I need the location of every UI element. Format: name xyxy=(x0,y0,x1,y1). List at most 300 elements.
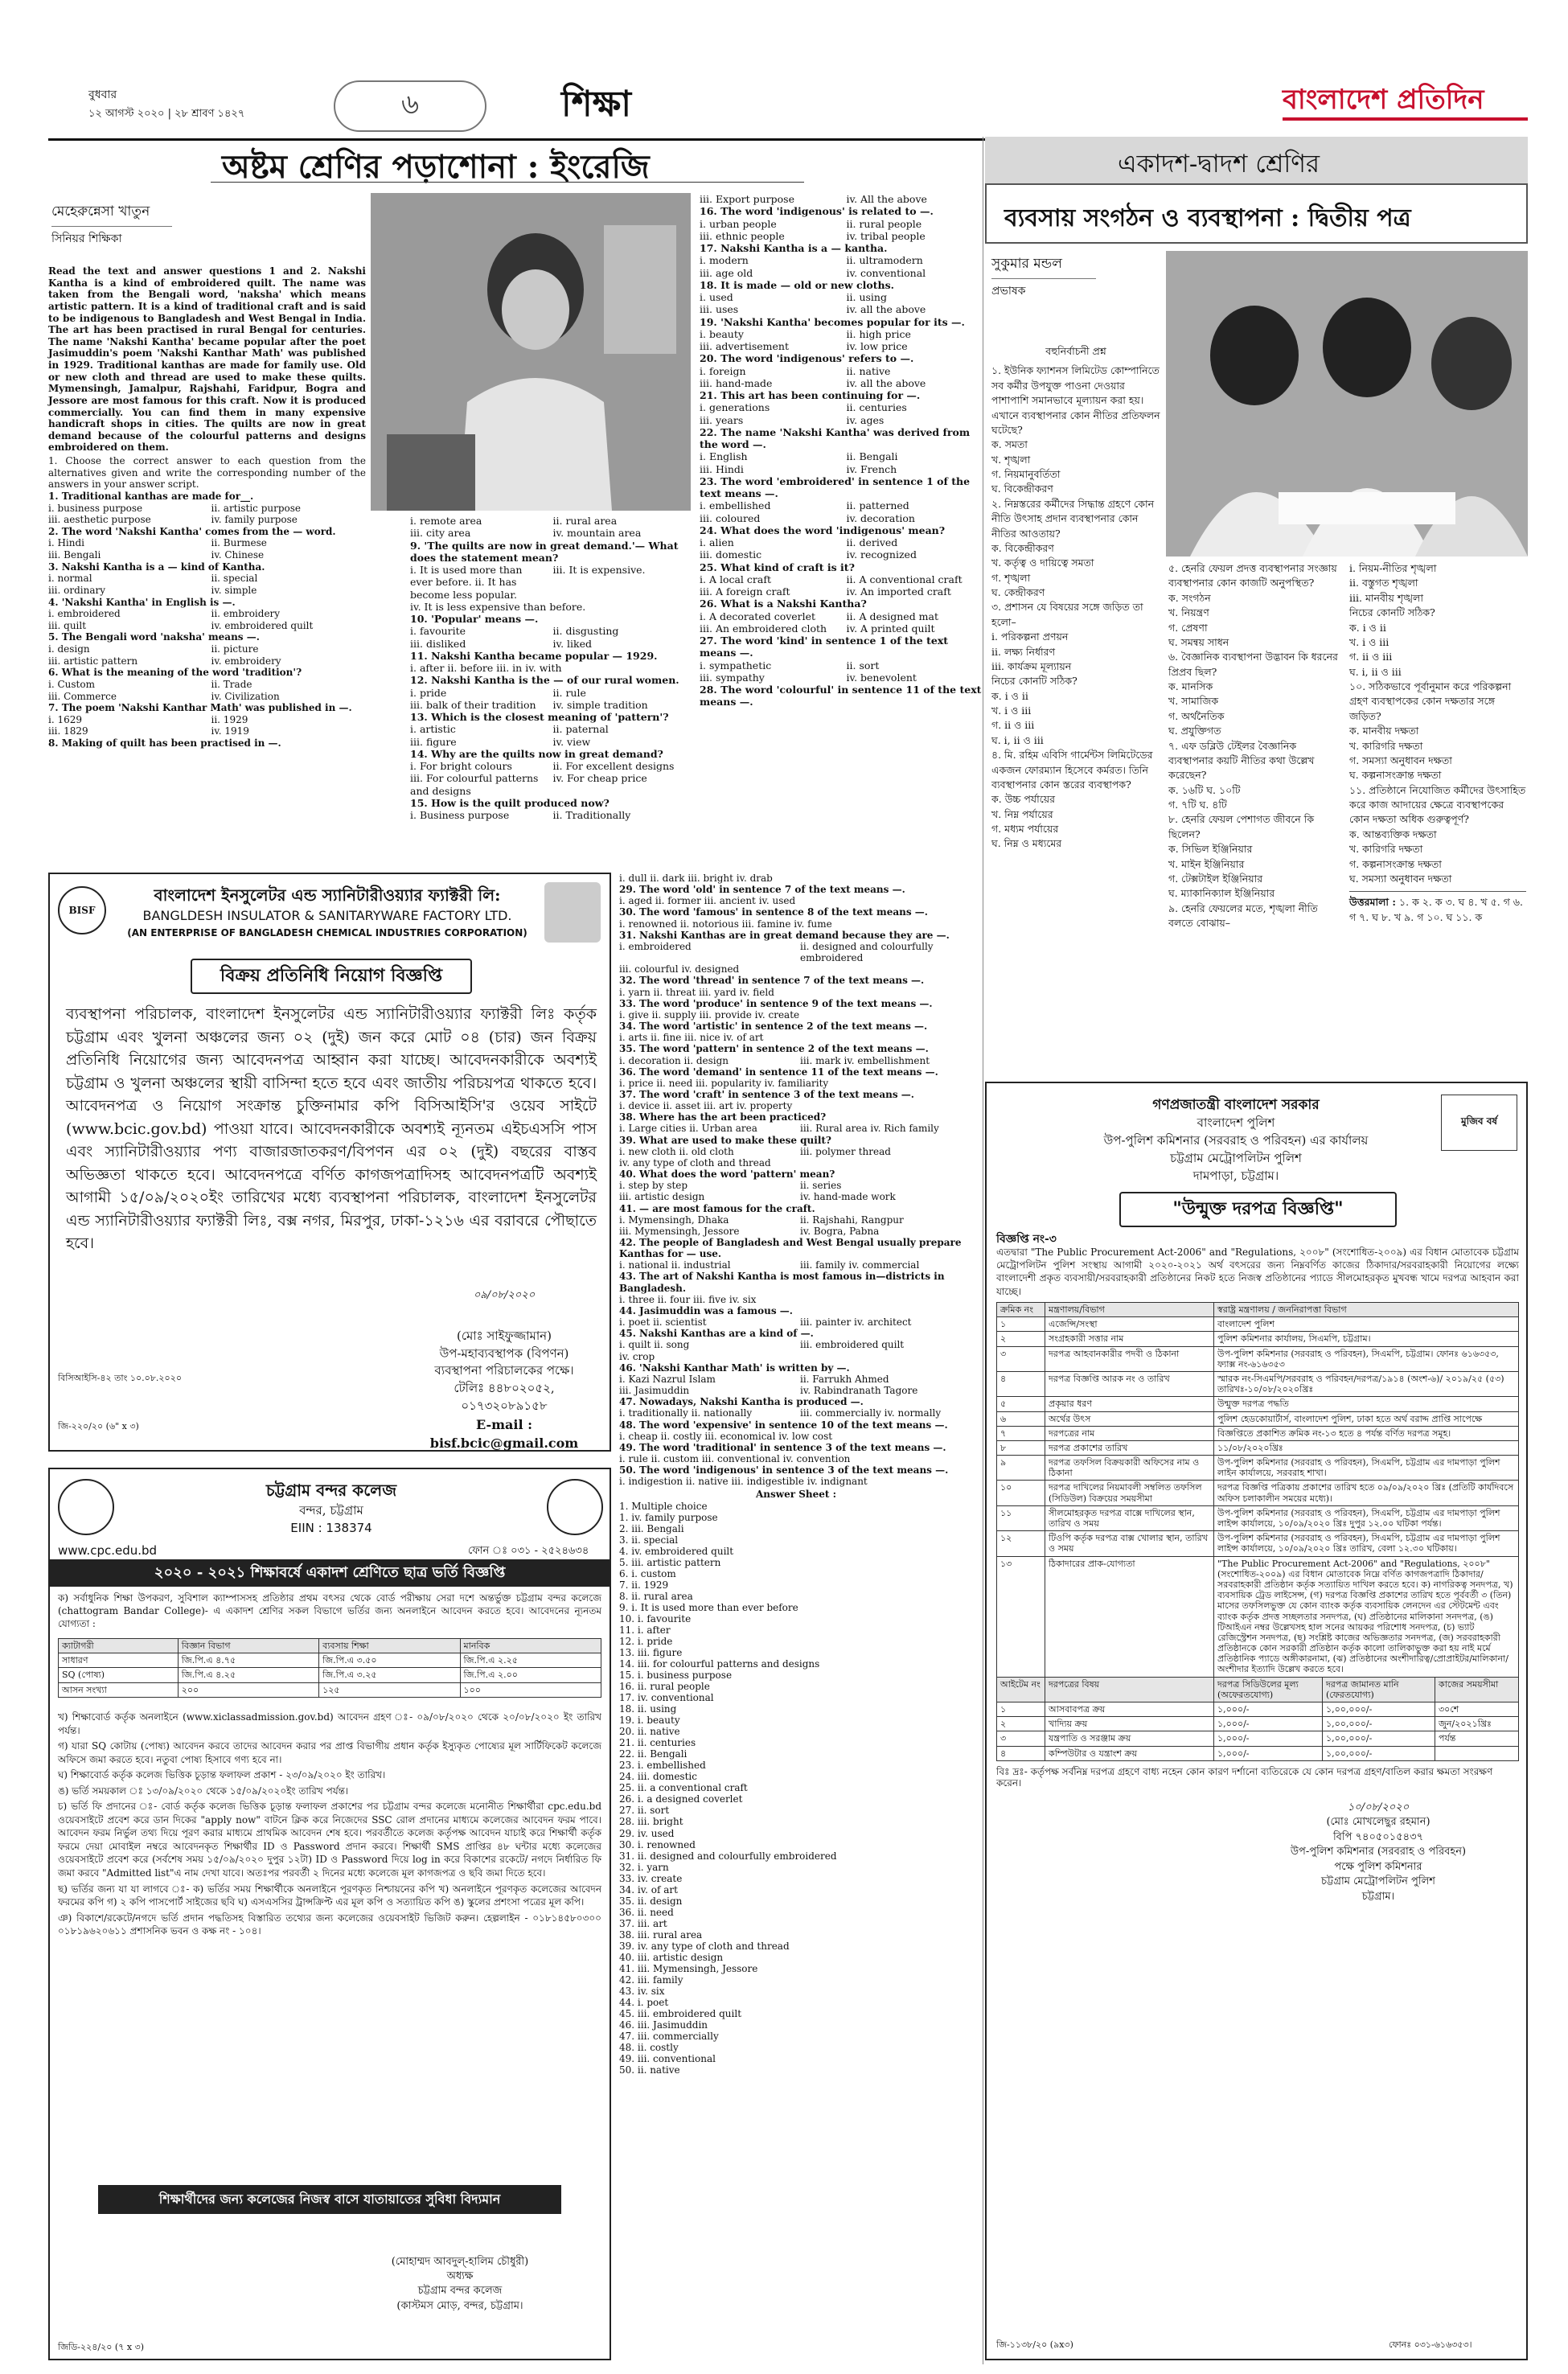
table-cell: SQ (পোষ্য) xyxy=(59,1668,179,1682)
option-text: i. English xyxy=(700,450,748,463)
answer-key-text: ১. ক ২. ক ৩. ঘ ৪. খ ৫. গ ৬. গ ৭. ঘ ৮. খ ৯. গ ১০. ঘ ১১. ক xyxy=(1349,896,1523,923)
table-cell: জি.পি.এ ৪.৭৫ xyxy=(178,1653,318,1668)
police-signer-id: বিপি ৭৪০৫০১৫৪৩৭ xyxy=(1332,1830,1424,1843)
option-row xyxy=(48,514,366,526)
table-cell: উপ-পুলিশ কমিশনার (সরবরাহ ও পরিবহন), সিএমপি, চট্টগ্রাম এর দামপাড়া পুলিশ লাইন কার্যালয়ে, সরবরাহ শাখা। xyxy=(1214,1456,1519,1481)
option-row xyxy=(619,987,973,998)
question-item xyxy=(619,1464,973,1487)
table-cell: ১,০০০/- xyxy=(1214,1702,1323,1717)
question-item xyxy=(410,711,688,748)
option-row xyxy=(619,1157,973,1169)
answer-item: 4. iv. embroidered quilt xyxy=(619,1545,734,1557)
table-row xyxy=(997,1481,1519,1505)
option-text: i. dull ii. dark iii. bright iv. drab xyxy=(619,873,773,884)
table-header-cell: ব্যবসায় শিক্ষা xyxy=(319,1639,460,1653)
option-text: i. favourite xyxy=(410,625,466,638)
insulator-ref-1: বিসিআইসি-৪২ তাং ১০.০৮.২০২০ xyxy=(58,1373,183,1383)
business-line: ক. বিকেন্দ্রীকরণ xyxy=(991,541,1054,554)
business-line: ক. সংগঠন xyxy=(1168,591,1211,604)
option-text: i. step by step xyxy=(619,1180,688,1192)
college-clause: ঙ) ভর্তি সময়কাল ঃ ১৩/০৯/২০২০ থেকে ১৫/০৯/২০২০ইং তারিখ পর্যন্ত। xyxy=(58,1785,349,1797)
college-banner: ২০২০ - ২০২১ শিক্ষাবর্ষে একাদশ শ্রেণিতে ছাত্র ভর্তি বিজ্ঞপ্তি xyxy=(154,1563,506,1581)
table-cell: কম্পিউটার ও যন্ত্রাংশ ক্রয় xyxy=(1045,1746,1214,1760)
question-text: 25. What kind of craft is it? xyxy=(700,561,855,573)
business-col-1 xyxy=(991,344,1160,852)
table-cell: পর্যন্ত xyxy=(1435,1731,1519,1746)
option-text: iv. decoration xyxy=(846,511,915,524)
business-line: ১১. প্রতিষ্ঠানে নিযোজিত কর্মীদের উৎসাহিত করে কাজ আদায়ের ক্ষেত্রে ব্যবস্থাপকের কোন দক্ষতা অধিক গুরুত্বপূর্ণ? xyxy=(1349,783,1526,826)
table-header-cell: মন্ত্রণালয়/বিভাগ xyxy=(1045,1303,1214,1317)
question-item xyxy=(619,1305,973,1328)
option-text: iii. Mymensingh, Jessore xyxy=(619,1225,740,1237)
table-cell: জি.পি.এ ৪.২৫ xyxy=(178,1668,318,1682)
answer-item: 2. iii. Bengali xyxy=(619,1522,684,1534)
option-text: iii. hand-made xyxy=(700,376,773,389)
option-text: iii. Commerce xyxy=(48,690,117,702)
option-row xyxy=(410,736,688,748)
option-row xyxy=(48,608,366,620)
option-row xyxy=(48,643,366,655)
business-line: খ. i ও iii xyxy=(991,704,1032,717)
option-text: iv. Rabindranath Tagore xyxy=(800,1385,918,1397)
question-item xyxy=(48,631,366,667)
option-text: i. embellished xyxy=(700,499,771,512)
option-text: i. For bright colours xyxy=(410,760,512,772)
option-row xyxy=(700,622,985,635)
business-line: ঘ. কল্পনাসংক্রান্ত দক্ষতা xyxy=(1349,769,1442,782)
question-text: 15. How is the quilt produced now? xyxy=(410,796,610,809)
students-photo-art xyxy=(1166,251,1528,557)
business-line: ৩. প্রশাসন যে বিষয়ের সঙ্গে জড়িত তা হলো– xyxy=(991,601,1143,628)
police-phone: ফোনঃ ০৩১-৬১৬৩৫৩। xyxy=(1389,2339,1472,2350)
option-text: iv. family purpose xyxy=(211,514,298,526)
insulator-phone: টেলিঃ ৪৪৮০২০৫২, ০১৭৩২০৮৯১৫৮ xyxy=(454,1381,555,1413)
question-item xyxy=(48,491,366,526)
answer-item: 23. i. embellished xyxy=(619,1760,706,1772)
insulator-body: ব্যবস্থাপনা পরিচালক, বাংলাদেশ ইনসুলেটর এন্ড স্যানিটারীওয়্যার ফ্যাক্টরী লিঃ কর্তৃক চট্টগ্রাম এবং খুলনা অঞ্চলের জন্য ০২ (দুই) জন করে মোট ০৪ (চার) জন বিক্রয় প্রতিনিধি নিয়োগের জন্য আবেদনপত্র আহ্বান করা যাচ্ছে। আবেদনকারীকে অবশ্যই চট্টগ্রাম ও খুলনা অঞ্চলের স্থায়ী বাসিন্দা হতে হবে এবং জাতীয় পরিচয়পত্র থাকতে হবে। আবেদনপত্র ও নিয়োগ সংক্রান্ত চুক্তিনামার কপি বিসিআইসি'র ওয়েব সাইটে (www.bcic.gov.bd) পাওয়া যাবে। আবেদনকারীকে অবশ্যই ন্যূনতম এইচএসসি পাস এবং স্যানিটারীওয়্যার পণ্য বাজারজাতকরণ/বিপণন এর ০২ (দুই) বছরের বাস্তব অভিজ্ঞতা থাকতে হবে। আবেদনপত্রে বর্ণিত কাগজপত্রাদিসহ আবেদনপত্রটি অবশ্যই আগামী ১৫/০৯/২০২০ইং তারিখের মধ্যে ব্যবস্থাপনা পরিচালক, বাংলাদেশ ইনসুলেটর এন্ড স্যানিটারীওয়্যার ফ্যাক্টরী লিঃ, বক্স নগর, মিরপুর, ঢাকা-১২১৬ এর বরাবরে পৌছাতে হবে। xyxy=(66,1005,597,1252)
question-text: 45. Nakshi Kanthas are a kind of —. xyxy=(619,1328,814,1340)
table-cell: ৫ xyxy=(997,1397,1045,1411)
table-row xyxy=(997,1556,1519,1677)
question-item xyxy=(619,1066,973,1089)
table-cell: প্রকৃয়ার ধরণ xyxy=(1045,1397,1214,1411)
table-cell: উপ-পুলিশ কমিশনার (সরবরাহ ও পরিবহন), সিএমপি, চট্টগ্রাম এর দামপাড়া পুলিশ লাইন্স কার্যালয়ে, ১০/০৯/২০২০ খ্রিঃ দুপুর ১২.০০ ঘটিকা পর্যন্ত। xyxy=(1214,1505,1519,1530)
table-header-cell: বিজ্ঞান বিভাগ xyxy=(178,1639,318,1653)
question-text: 29. The word 'old' in sentence 7 of the text means —. xyxy=(619,884,905,896)
police-table xyxy=(996,1302,1519,1678)
answer-item: 10. i. favourite xyxy=(619,1612,692,1624)
police-dept: বাংলাদেশ পুলিশ xyxy=(1197,1115,1275,1130)
question-text: 47. Nowadays, Nakshi Kantha is produced —. xyxy=(619,1396,864,1408)
option-text: i. aged ii. former iii. ancient iv. used xyxy=(619,895,796,907)
question-item xyxy=(619,1396,973,1419)
option-row xyxy=(410,662,688,674)
table-cell: উন্মুক্ত দরপত্র পদ্ধতি xyxy=(1214,1397,1519,1411)
option-row xyxy=(700,377,985,389)
signature-scribble xyxy=(412,1288,597,1304)
police-signer: (মোঃ মোখলেছুর রহমান) xyxy=(1326,1816,1430,1829)
insulator-notice-title: বিক্রয় প্রতিনিধি নিয়োগ বিজ্ঞপ্তি xyxy=(220,964,443,986)
option-row xyxy=(410,809,688,821)
option-text: iv. recognized xyxy=(846,548,917,561)
option-text: iii. disliked xyxy=(410,637,466,650)
business-line: ৭. এফ ডব্লিউ টেইলর বৈজ্ঞানিক ব্যবস্থাপনার কয়টি নীতির কথা উল্লেখ করেছেন? xyxy=(1168,739,1315,782)
answer-item: 19. i. beauty xyxy=(619,1715,680,1727)
option-text: i. A decorated coverlet xyxy=(700,610,816,622)
question-text: 32. The word 'thread' in sentence 7 of the text means —. xyxy=(619,975,925,987)
business-line: ক. সিভিল ইঞ্জিনিয়ার xyxy=(1168,843,1253,856)
police-govt: গণপ্রজাতন্ত্রী বাংলাদেশ সরকার xyxy=(1152,1097,1320,1113)
question-item xyxy=(619,975,973,997)
business-line: গ. টেক্সটাইল ইঞ্জিনিয়ার xyxy=(1168,872,1263,885)
option-row xyxy=(700,463,985,475)
business-line: গ. ii ও iii xyxy=(1349,651,1393,663)
option-row xyxy=(619,1374,973,1385)
business-line: ২. নিম্নস্তরের কর্মীদের সিদ্ধান্ত গ্রহণে কোন নীতি উৎসাহ প্রদান ব্যবস্থাপনার কোন নীতির আওতায়? xyxy=(991,497,1155,540)
question-text: 41. — are most famous for the craft. xyxy=(619,1202,815,1214)
business-line: খ. সামাজিক xyxy=(1168,695,1219,708)
portrait-icon xyxy=(544,882,601,943)
question-text: 36. The word 'demand' in sentence 11 of the text means —. xyxy=(619,1066,938,1078)
table-cell: বাংলাদেশ পুলিশ xyxy=(1214,1317,1519,1332)
option-row xyxy=(619,1316,973,1328)
option-text: i. alien xyxy=(700,536,734,548)
business-line: ১. ইউনিক ফ্যাশনস লিমিটেড কোম্পানিতে সব কর্মীর উপযুক্ত পাওনা দেওয়ার পাশাপাশি সমানভাবে মূল্যায়ন করা হয়। এখানে ব্যবস্থাপনার কোন নীতির প্রতিফলন ঘটেছে? xyxy=(991,364,1160,436)
option-row xyxy=(619,873,973,884)
insulator-sign-date: ০৯/০৮/২০২০ xyxy=(473,1289,536,1301)
question-text: 16. The word 'indigenous' is related to —. xyxy=(700,205,934,218)
option-text: iii. Bengali xyxy=(48,549,101,561)
answer-item: 46. iii. Jasimuddin xyxy=(619,2019,708,2031)
table-cell: এজেন্সি/সংস্থা xyxy=(1045,1317,1214,1332)
option-text: iii. An embroidered cloth xyxy=(700,622,827,635)
table-header-cell: স্বরাষ্ট্র মন্ত্রণালয় / জননিরাপত্তা বিভাগ xyxy=(1214,1303,1519,1317)
police-title: "উন্মুক্ত দরপত্র বিজ্ঞপ্তি" xyxy=(1172,1197,1344,1219)
question-text: 26. What is a Nakshi Kantha? xyxy=(700,598,867,610)
business-line: গ. সমস্যা অনুধাবন দক্ষতা xyxy=(1349,754,1452,766)
option-text: iv. French xyxy=(846,462,897,475)
passage: Read the text and answer questions 1 and 2. Nakshi Kantha is a kind of embroidered quilt. The name was taken from the Bengali word, 'naksha' which means artistic pattern. It is a kind of traditional craft and is said to be indigenous to Bangladesh and West Bengal in India. The art has been practised in rural Bengal for centuries. The name 'Nakshi Kantha' became popular after the poet Jasimuddin's poem 'Nakshi Kanthar Math' was published in 1929. Traditional kanthas are made for family use. Old or new cloth and thread are used to make these quilts. Mymensingh, Jamalpur, Rajshahi, Faridpur, Bogra and Jessore are most famous for this craft. Now it is produced commercially. You can find them in many expensive handicraft shops in cities. The quilts are now in great demand because of the colourful patterns and designs embroidered on them. xyxy=(48,265,366,454)
business-kicker: একাদশ-দ্বাদশ শ্রেণির xyxy=(1118,150,1320,179)
question-item xyxy=(700,426,985,475)
answer-item: 25. ii. a conventional craft xyxy=(619,1782,748,1794)
question-item xyxy=(700,316,985,353)
option-row xyxy=(619,1351,973,1362)
question-text: 13. Which is the closest meaning of 'pattern'? xyxy=(410,711,669,723)
english-col-1 xyxy=(48,265,366,750)
page-number xyxy=(334,80,486,132)
option-row xyxy=(700,254,985,266)
business-col-2 xyxy=(1168,561,1341,930)
business-line: ক. i ও ii xyxy=(1349,621,1386,634)
option-row xyxy=(410,527,688,539)
business-line: ক. মানসিক xyxy=(1168,680,1213,692)
option-row xyxy=(410,687,688,699)
option-text: i. business purpose xyxy=(48,502,143,514)
table-row xyxy=(997,1531,1519,1556)
question-item xyxy=(700,524,985,561)
answer-item: 41. iii. Mymensingh, Jessore xyxy=(619,1962,758,1974)
question-text: 8. Making of quilt has been practised in —. xyxy=(48,737,281,749)
question-text: 28. The word 'colourful' in sentence 11 of the text means —. xyxy=(700,684,982,709)
business-line: খ. নিয়ন্ত্রণ xyxy=(1168,606,1209,619)
college-clause: চ) ভর্তি ফি প্রদানের ঃ- বোর্ড কর্তৃক কলেজ ভিত্তিক চূড়ান্ত ফলাফল প্রকাশের পর চট্টগ্রাম বন্দর কলেজে মনোনীত শিক্ষার্থীরা cpc.edu.bd ওয়েবসাইটে প্রবেশ করে ডান দিকের "apply now" বাটনে ক্লিক করে নিজেদের SSC রোল প্রদানের মাধ্যমে কলেজের আবেদন ফরম পাবে। আবেদন ফরম নির্ভুল তথ্য দিয়ে পূরণ করার মাধ্যমে প্রাথমিক আবেদন শেষ হবে। পরবর্তীতে কলেজ কর্তৃপক্ষ আবেদন যাচাই করে শিক্ষার্থী কর্তৃক ফরমে দেয়া মোবাইল নম্বরে আবেদনকৃত শিক্ষার্থীর ID ও Password প্রদান করবে। শিক্ষার্থী SMS প্রাপ্তির ৪৮ ঘন্টার মধ্যে কলেজের ওয়েবসাইটে প্রবেশ করে (সর্বশেষ সময় ১৫/০৯/২০২০ দুপুর ১২টা) ID ও Password দিয়ে log in করে বিকাশের রকেটে/ নগদে নির্ধারিত ফি জমা করবে "Admitted list"এ নাম দেখা যাবে। অতঃপর পরবর্তী ২ দিনের মধ্যে কলেজে মূল কাগজপত্র ও ছবি জমা দিতে হবে। xyxy=(58,1801,601,1879)
insulator-title-en: BANGLDESH INSULATOR & SANITARYWARE FACTORY LTD. xyxy=(142,908,512,923)
question-text: 9. 'The quilts are now in great demand.'— What does the statement mean? xyxy=(410,539,679,564)
business-line: গ. মধ্যম পর্যায়ের xyxy=(991,823,1059,835)
college-clause: ঞ) বিকাশে/রকেটে/নগদে ভর্তি প্রদান পদ্ধতিসহ বিস্তারিত তথ্যের জন্য কলেজের ওয়েবসাইট ভিজিট করুন। হেল্পলাইন - ০১৮১৪৫৮০৩০০ ০১৮১৯৬২০৬১১ প্রশাসনিক ভবন ও কক্ষ নং - ১০৪। xyxy=(58,1912,601,1937)
table-cell: ৪ xyxy=(997,1746,1045,1760)
table-header-cell: কাজের সময়সীমা xyxy=(1435,1677,1519,1702)
option-row xyxy=(619,1123,973,1134)
option-text: i. 1629 xyxy=(48,713,83,725)
police-logo-text: মুজিব বর্ষ xyxy=(1461,1115,1497,1127)
question-item xyxy=(619,884,973,906)
business-questions-1 xyxy=(991,363,1160,851)
option-text: i. give ii. supply iii. provide iv. create xyxy=(619,1008,800,1021)
question-text: 14. Why are the quilts now in great demand? xyxy=(410,747,663,760)
option-row xyxy=(619,1055,973,1066)
question-item xyxy=(619,1169,973,1202)
question-item xyxy=(48,667,366,702)
option-row xyxy=(410,723,688,735)
option-row xyxy=(410,564,688,601)
option-text: ii. paternal xyxy=(552,723,609,736)
english-author-rule xyxy=(51,226,172,227)
question-item xyxy=(619,1328,973,1362)
option-text: i. It is used more than ever before. ii. It has become less popular. xyxy=(410,564,523,601)
option-row xyxy=(700,585,985,598)
question-item xyxy=(410,540,688,614)
college-criteria-table xyxy=(58,1638,601,1698)
table-cell: ১২ xyxy=(997,1531,1045,1556)
question-item xyxy=(700,475,985,524)
table-row xyxy=(997,1426,1519,1440)
question-text: 6. What is the meaning of the word 'tradition'? xyxy=(48,667,302,679)
table-cell: ৮ xyxy=(997,1440,1045,1455)
option-text: ii. A designed mat xyxy=(846,610,939,622)
college-clause: গ) যারা SQ কোটায় (পোষ্য) আবেদন করবে তাদের আবেদন করার পর প্রাপ্ত বিভাগীয় প্রধান কর্তৃক ইস্যুকৃত পোষ্যের মূল সার্টিফিকেট কলেজে অফিসে জমা করতে হবে। নতুবা পোষ্য হিসাবে গণ্য হবে না। xyxy=(58,1740,601,1765)
answer-item: 16. ii. rural people xyxy=(619,1681,710,1693)
police-ref: জি-১১৩৮/২০ (৯x৩) xyxy=(996,2339,1073,2350)
option-text: i. price ii. need iii. popularity iv. familiarity xyxy=(619,1077,829,1089)
question-item xyxy=(48,597,366,632)
police-signer-role: উপ-পুলিশ কমিশনার (সরবরাহ ও পরিবহন) xyxy=(1290,1846,1467,1859)
table-cell: আসন সংখ্যা xyxy=(59,1682,179,1697)
police-signer-unit: চট্টগ্রাম মেট্রোপলিটন পুলিশ xyxy=(1321,1875,1435,1888)
insulator-ref-2: জি-২২০/২০ (৬" x ৩) xyxy=(58,1421,139,1431)
masthead xyxy=(48,74,1528,145)
option-row xyxy=(700,328,985,340)
option-text: iv. An imported craft xyxy=(846,585,951,598)
option-row xyxy=(48,679,366,691)
option-text: iv. Chinese xyxy=(211,549,265,561)
college-signer-org: চট্টগ্রাম বন্দর কলেজ xyxy=(417,2285,503,2298)
question-text: 46. 'Nakshi Kanthar Math' is written by —. xyxy=(619,1362,850,1374)
question-text: 35. The word 'pattern' in sentence 2 of the text means —. xyxy=(619,1043,929,1055)
option-text: i. Mymensingh, Dhaka xyxy=(619,1214,729,1226)
table-row xyxy=(997,1411,1519,1426)
table-header-cell: দরপত্র সিডিউলের মূল্য (অফেরতযোগ্য) xyxy=(1214,1677,1323,1702)
option-text: ii. Bengali xyxy=(846,450,898,463)
answer-item: 38. iii. rural area xyxy=(619,1928,703,1941)
question-text: 37. The word 'craft' in sentence 3 of the text means —. xyxy=(619,1088,914,1100)
answer-item: 12. i. pride xyxy=(619,1635,673,1647)
business-line: ঘ. ম্যাকানিক্যাল ইঞ্জিনিয়ার xyxy=(1168,887,1275,900)
option-row xyxy=(48,585,366,597)
table-cell: ১০০ xyxy=(460,1682,601,1697)
police-table-body xyxy=(997,1317,1519,1677)
option-text: i. embroidered xyxy=(48,608,121,620)
option-row xyxy=(410,699,688,711)
table-cell: ১ xyxy=(997,1317,1045,1332)
table-row xyxy=(997,1746,1519,1760)
option-text: i. cheap ii. costly iii. economical iv. low cost xyxy=(619,1430,833,1442)
business-author-rule xyxy=(991,278,1096,279)
answer-key-label: উত্তরমালা : xyxy=(1349,896,1397,909)
option-text: i. traditionally ii. nationally xyxy=(619,1407,753,1419)
option-text: i. remote area xyxy=(410,515,482,527)
english-col-4 xyxy=(619,873,973,2076)
option-text: iii. A foreign craft xyxy=(700,585,790,598)
question-item xyxy=(700,561,985,598)
college-table xyxy=(58,1638,601,1698)
table-cell: জি.পি.এ ২.০০ xyxy=(460,1668,601,1682)
option-text: iv. simple tradition xyxy=(552,698,648,711)
answer-item: 33. iv. create xyxy=(619,1872,683,1884)
question-text: 39. What are used to make these quilt? xyxy=(619,1134,831,1146)
option-text: i. design xyxy=(48,643,90,655)
business-line: খ. কারিগরি দক্ষতা xyxy=(1349,739,1423,752)
answer-item: 1. iv. family purpose xyxy=(619,1511,718,1523)
table-cell: দরপত্র তফসিল বিক্রয়কারী অফিসের নাম ও ঠিকানা xyxy=(1045,1456,1214,1481)
business-questions-2 xyxy=(1168,561,1341,930)
insulator-ad xyxy=(48,873,611,1452)
business-title-box xyxy=(985,183,1528,244)
option-text: ii. series xyxy=(800,1180,842,1192)
business-line: ii. লক্ষ্য নির্ধারণ xyxy=(991,645,1056,658)
question-item xyxy=(619,906,973,929)
table-cell: পুলিশ হেডকোয়ার্টার্স, বাংলাদেশ পুলিশ, ঢাকা হতে অর্থ বরাদ্দ প্রাপ্তি সাপেক্ষে xyxy=(1214,1411,1519,1426)
question-text: 24. What does the word 'indigenous' mean? xyxy=(700,524,946,536)
answer-item: 1. Multiple choice xyxy=(619,1500,708,1512)
police-item-head xyxy=(997,1677,1519,1702)
option-text: iii. quilt xyxy=(48,619,87,631)
table-row xyxy=(997,1332,1519,1346)
option-text: ii. embroidery xyxy=(211,608,281,620)
answer-item: 49. iii. conventional xyxy=(619,2053,716,2065)
option-text: iv. hand-made work xyxy=(800,1191,896,1203)
question-text: 7. The poem 'Nakshi Kanthar Math' was published in —. xyxy=(48,702,352,714)
option-text: iii. polymer thread xyxy=(800,1145,891,1157)
table-row xyxy=(997,1731,1519,1746)
college-web: www.cpc.edu.bd xyxy=(58,1543,158,1558)
question-text: 23. The word 'embroidered' in sentence 1 of the text means —. xyxy=(700,474,971,499)
question-text: 3. Nakshi Kantha is a — kind of Kantha. xyxy=(48,561,265,573)
table-cell: দরপত্রের নাম xyxy=(1045,1426,1214,1440)
answer-item: 42. iii. family xyxy=(619,1974,683,1986)
option-text: iii. For colourful patterns and designs xyxy=(410,772,539,797)
business-line: খ. শৃঙ্খলা xyxy=(991,453,1031,466)
police-table-wrap xyxy=(996,1302,1519,1904)
option-row xyxy=(619,1431,973,1442)
option-row xyxy=(48,549,366,561)
option-text: iii. age old xyxy=(700,266,753,279)
answer-item: 7. ii. 1929 xyxy=(619,1579,669,1591)
answer-item: 5. iii. artistic pattern xyxy=(619,1556,721,1568)
answer-item: 31. ii. designed and colourfully embroidered xyxy=(619,1850,837,1862)
answer-sheet xyxy=(619,1501,973,2076)
police-ad xyxy=(985,1082,1528,2360)
police-signer-loc: চট্টগ্রাম। xyxy=(1361,1890,1395,1903)
option-row xyxy=(700,291,985,303)
answer-item: 50. ii. native xyxy=(619,2064,680,2076)
option-text: iii. city area xyxy=(410,527,471,540)
business-line: ঘ. নিম্ন ও মধ্যমের xyxy=(991,837,1062,850)
business-line: iii. মানবীয় শৃঙ্খলা xyxy=(1349,591,1423,604)
question-item xyxy=(619,1203,973,1237)
insulator-signature xyxy=(412,1288,597,1452)
option-row xyxy=(619,1226,973,1237)
option-row xyxy=(700,365,985,377)
table-cell: সংগ্রহকারী সত্তার নাম xyxy=(1045,1332,1214,1346)
option-text: ii. using xyxy=(846,291,887,303)
table-cell: ১১/০৮/২০২০খ্রিঃ xyxy=(1214,1440,1519,1455)
option-row xyxy=(410,638,688,650)
police-signature xyxy=(1238,1801,1519,1904)
question-item xyxy=(700,193,985,205)
business-author-role: প্রভাষক xyxy=(991,285,1026,298)
answer-item: 22. ii. Bengali xyxy=(619,1748,688,1760)
english-byline xyxy=(51,201,373,248)
question-text: 50. The word 'indigenous' in sentence 3 of the text means —. xyxy=(619,1464,949,1477)
question-item xyxy=(410,515,688,540)
option-row xyxy=(619,1453,973,1464)
table-cell: ১৩ xyxy=(997,1556,1045,1677)
newspaper-logo xyxy=(1283,77,1528,125)
option-text: iii. ethnic people xyxy=(700,229,785,242)
table-row xyxy=(997,1440,1519,1455)
page-number-value: ৬ xyxy=(400,88,420,121)
insulator-signer-role: উপ-মহাব্যবস্থাপক (বিপণন) xyxy=(439,1345,569,1361)
question-item xyxy=(619,1442,973,1464)
question-text: 11. Nakshi Kantha became popular — 1929. xyxy=(410,649,658,662)
instruction: 1. Choose the correct answer to each question from the alternatives given and write the corresponding number of the answers in your answer script. xyxy=(48,455,366,491)
insulator-title-bn: বাংলাদেশ ইনসুলেটর এন্ড স্যানিটারীওয়্যার ফ্যাক্টরী লি: xyxy=(154,885,501,905)
option-text: i. indigestion ii. native iii. indigestible iv. indignant xyxy=(619,1476,868,1488)
option-text: ii. sort xyxy=(846,659,880,672)
option-text: iv. 1919 xyxy=(211,725,249,737)
option-text: iii. artistic pattern xyxy=(48,655,138,667)
option-text: i. yarn ii. threat iii. yard iv. field xyxy=(619,986,774,998)
insulator-signer: (মোঃ সাইফুজ্জামান) xyxy=(457,1328,552,1343)
question-text: 22. The name 'Nakshi Kantha' was derived from the word —. xyxy=(700,425,971,450)
option-row xyxy=(619,941,973,963)
insulator-email: E-mail : bisf.bcic@gmail.com xyxy=(429,1416,579,1451)
option-text: iv. liked xyxy=(552,637,592,650)
option-text: iii. It is expensive. xyxy=(552,564,646,576)
option-text: ii. Trade xyxy=(211,678,252,690)
option-text: ii. picture xyxy=(211,643,259,655)
answer-item: 20. ii. native xyxy=(619,1726,680,1738)
business-line: ৮. হেনরি ফেয়ল পেশাগত জীবনে কি ছিলেন? xyxy=(1168,813,1315,840)
table-cell: দরপত্র বিজ্ঞপ্তি আরক নং ও তারিখ xyxy=(1045,1371,1214,1396)
table-cell: "The Public Procurement Act-2006" and "Regulations, ২০০৮" (সংশোধিত-২০০৯) এর বিধান মোতাবেক নিম্নে বর্ণিত কাগজপত্রাদি ঠিকাদার/সরবরাহকারী প্রতিষ্ঠান কর্তৃক সত্যায়িত দাখিল করতে হবে। ক) নাগরিকত্ব সনদপত্র, খ) ব্যবসায়িক ট্রেড লাইসেন্স, (গ) দরপত্র বিজ্ঞপ্তি প্রকাশের তারিখ হতে পূর্ববর্তী ৩ (তিন) মাসের তফসিলভুক্ত যে কোন ব্যাংক কর্তৃক ব্যবসায়িক লেনদেন এর স্টেটমেন্ট এবং ব্যাংক কর্তৃক প্রদত্ত সচ্ছলতার সনদপত্র, (ঘ) প্রতিষ্ঠানের মালিকানা সনদপত্র, (ঙ) টিআইএন নম্বর উল্লেখসহ হাল সনের আয়কর পরিশোধ সনদপত্র, (চ) ভ্যাট রেজিস্ট্রেশন সনদপত্র, (ছ) সংশ্লিষ্ট কাজের অভিজ্ঞতার সনদপত্র, (জ) সরবরাহকারী প্রতিষ্ঠানকে কোন সরকারী প্রতিষ্ঠান কর্তৃক কালো তালিকাভুক্ত করা হয় নাই মর্মে প্রতিষ্ঠানিক প্যাডে অঙ্গীকারনামা, (ঝ) প্রতিষ্ঠানের অংশীদারিত্ব/প্রোপ্রাইটর/মালিকানা/অংশীদার ইত্যাদি উল্লেখ করতে হবে। xyxy=(1214,1556,1519,1677)
question-text: 33. The word 'produce' in sentence 9 of the text means —. xyxy=(619,997,933,1009)
english-author: মেহেরুন্নেসা খাতুন xyxy=(51,203,150,220)
option-text: i. Kazi Nazrul Islam xyxy=(619,1373,716,1385)
answer-rule xyxy=(1349,891,1526,892)
